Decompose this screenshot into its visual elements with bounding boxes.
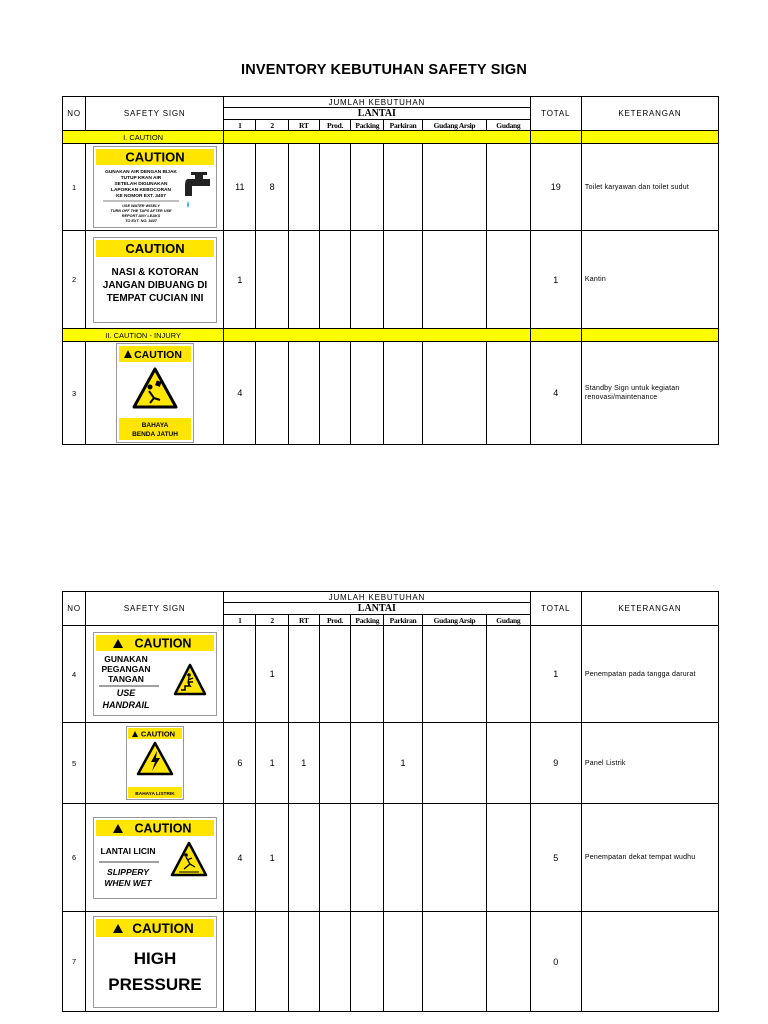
row-total: 9 — [530, 723, 581, 804]
svg-text:BAHAYA LISTRIK: BAHAYA LISTRIK — [134, 792, 175, 797]
svg-text:HIGH: HIGH — [133, 948, 176, 968]
header-no: NO — [63, 97, 86, 131]
sign-lantai-licin — [86, 804, 224, 912]
inventory-table-1 — [62, 96, 719, 445]
sign-header: CAUTION — [134, 821, 192, 835]
cell: 1 — [224, 231, 256, 329]
row-total: 1 — [530, 231, 581, 329]
svg-text:SETELAH DIGUNAKAN: SETELAH DIGUNAKAN — [114, 182, 168, 187]
header-lantai: LANTAI — [224, 603, 530, 615]
header-safety-sign: SAFETY SIGN — [86, 592, 224, 626]
header-safety-sign: SAFETY SIGN — [86, 97, 224, 131]
svg-text:TURN OFF THE TAPS AFTER USE: TURN OFF THE TAPS AFTER USE — [110, 209, 172, 213]
svg-text:JANGAN DIBUANG DI: JANGAN DIBUANG DI — [102, 279, 207, 291]
row-total: 5 — [530, 804, 581, 912]
row-note: Toilet karyawan dan toilet sudut — [581, 144, 718, 231]
cell: 6 — [224, 723, 256, 804]
table-row — [63, 626, 719, 723]
row-no: 4 — [63, 626, 86, 723]
cell: 8 — [256, 144, 288, 231]
cell — [351, 912, 384, 1012]
row-no: 5 — [63, 723, 86, 804]
table-row — [63, 912, 719, 1012]
cell — [288, 342, 319, 445]
svg-text:TEMPAT CUCIAN INI: TEMPAT CUCIAN INI — [106, 292, 204, 304]
col-header: 1 — [224, 615, 256, 626]
row-total: 19 — [530, 144, 581, 231]
col-header: Gudang — [487, 615, 530, 626]
col-header: 1 — [224, 120, 256, 131]
svg-text:TO EXT. NO. 3407: TO EXT. NO. 3407 — [124, 219, 157, 223]
cell — [224, 626, 256, 723]
svg-text:GUNAKAN: GUNAKAN — [103, 654, 148, 664]
header-jumlah: JUMLAH KEBUTUHAN — [224, 592, 530, 603]
cell — [351, 342, 384, 445]
svg-text:SLIPPERY: SLIPPERY — [106, 866, 149, 877]
row-no: 6 — [63, 804, 86, 912]
header-jumlah: JUMLAH KEBUTUHAN — [224, 97, 530, 108]
row-no: 7 — [63, 912, 86, 1012]
row-no: 2 — [63, 231, 86, 329]
cell — [288, 804, 319, 912]
svg-text:GUNAKAN AIR DENGAN BIJAK: GUNAKAN AIR DENGAN BIJAK — [104, 170, 177, 175]
cell — [319, 804, 350, 912]
cell — [422, 804, 486, 912]
svg-text:BENDA JATUH: BENDA JATUH — [131, 431, 178, 438]
sign-bahaya-listrik — [86, 723, 224, 804]
col-header: Parkiran — [384, 615, 422, 626]
cell: 1 — [288, 723, 319, 804]
cell — [422, 626, 486, 723]
row-no: 3 — [63, 342, 86, 445]
col-header: RT — [288, 120, 319, 131]
cell — [351, 144, 384, 231]
cell — [319, 626, 350, 723]
cell: 11 — [224, 144, 256, 231]
cell — [384, 804, 422, 912]
cell — [422, 342, 486, 445]
cell — [319, 342, 350, 445]
cell — [319, 723, 350, 804]
sign-nasi-kotoran — [86, 231, 224, 329]
row-note — [581, 912, 718, 1012]
svg-text:USE: USE — [116, 688, 135, 698]
cell — [319, 144, 350, 231]
section-injury: II. CAUTION - INJURY — [63, 329, 224, 342]
table-row — [63, 804, 719, 912]
cell — [351, 804, 384, 912]
table-row — [63, 231, 719, 329]
cell — [487, 626, 530, 723]
sign-handrail — [86, 626, 224, 723]
inventory-table-2 — [62, 591, 719, 1012]
cell — [384, 626, 422, 723]
col-header: 2 — [256, 615, 288, 626]
col-header: Gudang — [487, 120, 530, 131]
sign-header: CAUTION — [125, 149, 185, 165]
svg-text:REPORT ANY LEAKS: REPORT ANY LEAKS — [121, 214, 160, 218]
col-header: Prod. — [319, 120, 350, 131]
row-no: 1 — [63, 144, 86, 231]
cell — [319, 231, 350, 329]
svg-text:TUTUP KRAN AIR: TUTUP KRAN AIR — [120, 176, 161, 181]
svg-text:KE NOMOR EXT. 3407: KE NOMOR EXT. 3407 — [115, 194, 166, 199]
svg-text:HANDRAIL: HANDRAIL — [102, 700, 150, 710]
table-row — [63, 342, 719, 445]
cell — [256, 912, 288, 1012]
section-caution: I. CAUTION — [63, 131, 224, 144]
cell — [487, 723, 530, 804]
header-no: NO — [63, 592, 86, 626]
cell — [487, 342, 530, 445]
cell — [288, 912, 319, 1012]
svg-text:PRESSURE: PRESSURE — [107, 974, 202, 994]
header-total: TOTAL — [530, 97, 581, 131]
cell — [288, 626, 319, 723]
cell — [288, 144, 319, 231]
cell — [224, 912, 256, 1012]
col-header: Packing — [351, 615, 384, 626]
table-row — [63, 723, 719, 804]
svg-text:WHEN WET: WHEN WET — [104, 877, 152, 888]
cell — [422, 723, 486, 804]
row-note: Panel Listrik — [581, 723, 718, 804]
svg-text:NASI & KOTORAN: NASI & KOTORAN — [111, 266, 199, 278]
sign-header: CAUTION — [134, 636, 192, 651]
svg-text:BAHAYA: BAHAYA — [141, 422, 168, 429]
cell: 4 — [224, 804, 256, 912]
sign-header: CAUTION — [140, 729, 175, 739]
col-header: 2 — [256, 120, 288, 131]
cell: 4 — [224, 342, 256, 445]
col-header: Gudang Arsip — [422, 615, 486, 626]
row-total: 1 — [530, 626, 581, 723]
cell — [487, 804, 530, 912]
sign-header: CAUTION — [125, 240, 185, 256]
header-lantai: LANTAI — [224, 108, 530, 120]
cell — [256, 231, 288, 329]
cell — [422, 144, 486, 231]
cell — [288, 231, 319, 329]
cell — [351, 626, 384, 723]
cell — [384, 144, 422, 231]
col-header: RT — [288, 615, 319, 626]
cell — [422, 912, 486, 1012]
cell: 1 — [256, 723, 288, 804]
row-total: 0 — [530, 912, 581, 1012]
col-header: Parkiran — [384, 120, 422, 131]
svg-text:LAPORKAN KEBOCORAN: LAPORKAN KEBOCORAN — [110, 188, 171, 193]
header-total: TOTAL — [530, 592, 581, 626]
cell — [384, 231, 422, 329]
row-note: Penempatan dekat tempat wudhu — [581, 804, 718, 912]
cell: 1 — [384, 723, 422, 804]
header-keterangan: KETERANGAN — [581, 97, 718, 131]
cell — [487, 144, 530, 231]
svg-text:PEGANGAN: PEGANGAN — [101, 664, 151, 674]
col-header: Gudang Arsip — [422, 120, 486, 131]
sign-water-tap — [86, 144, 224, 231]
cell — [487, 231, 530, 329]
page-title: INVENTORY KEBUTUHAN SAFETY SIGN — [240, 62, 528, 78]
cell — [422, 231, 486, 329]
cell: 1 — [256, 804, 288, 912]
svg-text:TANGAN: TANGAN — [107, 674, 144, 684]
sign-benda-jatuh — [86, 342, 224, 445]
svg-text:USE WATER WISELY: USE WATER WISELY — [121, 204, 160, 208]
row-total: 4 — [530, 342, 581, 445]
cell — [351, 231, 384, 329]
row-note: Kantin — [581, 231, 718, 329]
sign-header: CAUTION — [131, 920, 194, 936]
cell — [384, 912, 422, 1012]
cell — [319, 912, 350, 1012]
cell — [351, 723, 384, 804]
sign-header: CAUTION — [133, 349, 182, 361]
svg-text:LANTAI LICIN: LANTAI LICIN — [100, 845, 156, 856]
cell: 1 — [256, 626, 288, 723]
row-note: Penempatan pada tangga darurat — [581, 626, 718, 723]
col-header: Packing — [351, 120, 384, 131]
cell — [487, 912, 530, 1012]
sign-high-pressure — [86, 912, 224, 1012]
col-header: Prod. — [319, 615, 350, 626]
cell — [256, 342, 288, 445]
table-row — [63, 144, 719, 231]
row-note: Standby Sign untuk kegiatan renovasi/maintenance — [581, 342, 718, 445]
header-keterangan: KETERANGAN — [581, 592, 718, 626]
cell — [384, 342, 422, 445]
